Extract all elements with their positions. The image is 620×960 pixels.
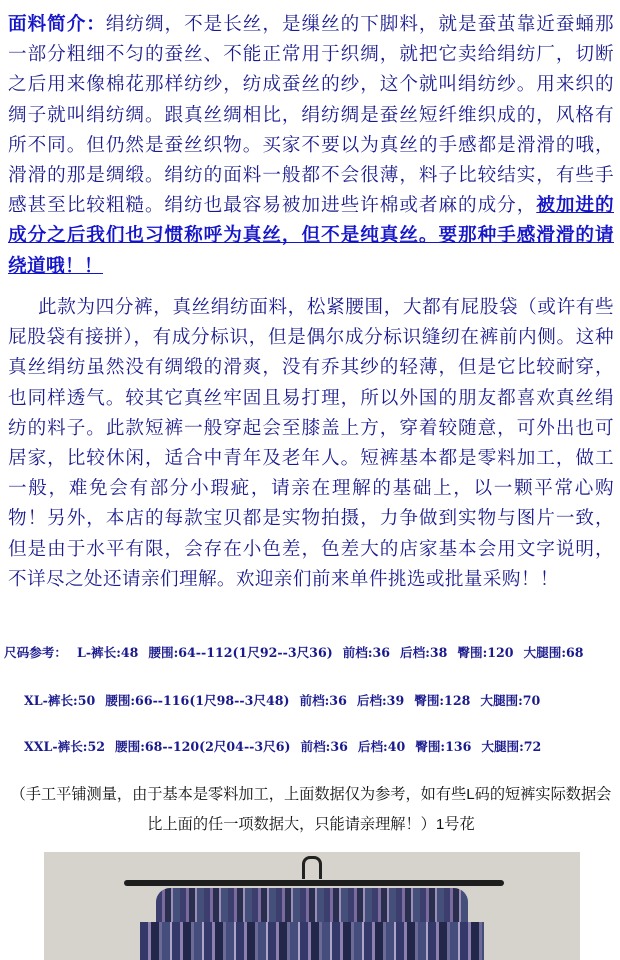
size-cell: 大腿围:72: [481, 739, 542, 754]
size-title: 尺码参考：: [4, 645, 67, 660]
size-cell: 腰围:66--116(1尺98--3尺48): [105, 693, 290, 708]
size-cell: L-裤长:48: [76, 645, 139, 660]
size-cell: XL-裤长:50: [24, 693, 96, 708]
size-cell: 臀围:120: [457, 645, 514, 660]
product-description: 此款为四分裤，真丝绢纺面料，松紧腰围，大都有屁股袋（或许有些屁股袋有接拼），有成分标识，但是偶尔成分标识缝纫在裤前内侧。这种真丝绢纺虽然没有绸缎的滑爽，没有乔其纱的轻薄，但是它比较耐穿，也同样透气。较其它真丝牢固且易打理，所以外国的朋友都喜欢真丝绢纺的料子。此款短裤一般穿起会至膝盖上方，穿着较随意，可外出也可居家，比较休闲，适合中青年及老年人。短裤基本都是零料加工，做工一般，难免会有部分小瑕疵，请亲在理解的基础上，以一颗平常心购物！另外，本店的每款宝贝都是实物拍摄，力争做到实物与图片一致，但是由于水平有限，会存在小色差，色差大的店家基本会用文字说明，不详尽之处还请亲们理解。欢迎亲们前来单件挑选或批量采购！！: [8, 297, 614, 590]
product-photo: [44, 852, 580, 960]
size-cell: 后档:39: [356, 693, 405, 708]
size-row-xxl: [24, 736, 551, 755]
size-cell: 大腿围:68: [523, 645, 584, 660]
size-row-xl: [24, 690, 550, 709]
measurement-note: （手工平铺测量，由于基本是零料加工，上面数据仅为参考，如有些L码的短裤实际数据会比上面的任一项数据大，只能请亲理解！）1号花: [10, 786, 612, 833]
size-cell: XXL-裤长:52: [24, 739, 105, 754]
size-cell: 大腿围:70: [480, 693, 541, 708]
size-cell: 后档:40: [357, 739, 406, 754]
size-cell: 臀围:128: [414, 693, 471, 708]
size-cell: 臀围:136: [415, 739, 472, 754]
hanger-bar: [124, 880, 504, 886]
size-row-l: [4, 642, 594, 661]
size-cell: 前档:36: [299, 693, 347, 708]
size-cell: 前档:36: [300, 739, 348, 754]
intro-lead: 面料简介：: [8, 14, 106, 35]
size-cell: 腰围:68--120(2尺04--3尺6): [115, 739, 291, 754]
intro-body: 绢纺绸，不是长丝，是缫丝的下脚料，就是蚕茧靠近蚕蛹那一部分粗细不匀的蚕丝、不能正常用于织绸，就把它卖给绢纺厂，切断之后用来像棉花那样纺纱，纺成蚕丝的纱，这个就叫绢纺纱。用来织的绸子就叫绢纺绸。跟真丝绸相比，绢纺绸是蚕丝短纤维织成的，风格有所不同。但仍然是蚕丝织物。买家不要以为真丝的手感都是滑滑的哦，滑滑的那是绸缎。绢纺的面料一般都不会很薄，料子比较结实，有些手感甚至比较粗糙。绢纺也最容易被加进些许棉或者麻的成分，: [8, 14, 614, 217]
intro-emphasis: 被加进的成分之后我们也习惯称呼为真丝，但不是纯真丝。要那种手感滑滑的请绕道哦！！: [8, 195, 614, 277]
shorts-fabric: [140, 922, 484, 960]
size-cell: 后档:38: [400, 645, 448, 660]
size-cell: 腰围:64--112(1尺92--3尺36): [148, 645, 333, 660]
fabric-intro: [8, 10, 614, 282]
hanger-hook: [302, 856, 322, 879]
size-cell: 前档:36: [342, 645, 391, 660]
